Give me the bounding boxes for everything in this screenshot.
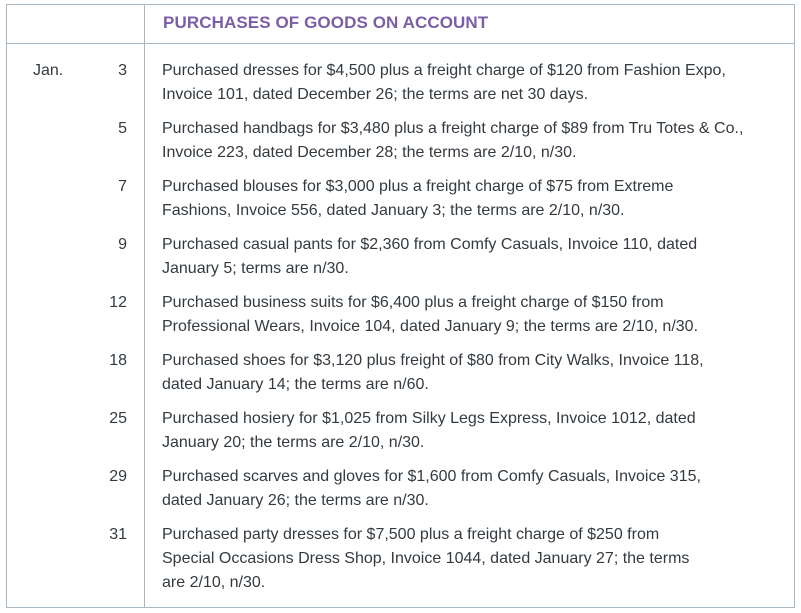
entry-description (162, 59, 782, 107)
entry-line: dated January 26; the terms are n/30. (162, 492, 429, 509)
day-label: 5 (118, 120, 127, 137)
entry-line: dated January 14; the terms are n/60. (162, 376, 429, 393)
entry-description (162, 407, 782, 455)
month-label: Jan. (33, 62, 64, 79)
day-label: 7 (118, 178, 127, 195)
column-divider (144, 5, 145, 607)
entry-line: Purchased dresses for $4,500 plus a freight charge of $120 from Fashion Expo, (162, 62, 726, 79)
entry-line: Purchased party dresses for $7,500 plus a freight charge of $250 from (162, 526, 660, 543)
entry-line: Purchased hosiery for $1,025 from Silky Legs Express, Invoice 1012, dated (162, 410, 696, 427)
day-label: 29 (109, 468, 127, 485)
entry-description (162, 523, 782, 595)
entry-line: Purchased scarves and gloves for $1,600 from Comfy Casuals, Invoice 315, (162, 468, 701, 485)
entry-line: Purchased shoes for $3,120 plus freight of $80 from City Walks, Invoice 118, (162, 352, 704, 369)
header-divider (7, 43, 794, 44)
day-label: 12 (109, 294, 127, 311)
entry-line: Fashions, Invoice 556, dated January 3; the terms are 2/10, n/30. (162, 202, 625, 219)
entry-line: January 5; terms are n/30. (162, 260, 349, 277)
entry-description (162, 233, 782, 281)
entry-line: Purchased business suits for $6,400 plus a freight charge of $150 from (162, 294, 664, 311)
entry-line: Purchased casual pants for $2,360 from Comfy Casuals, Invoice 110, dated (162, 236, 698, 253)
entry-line: are 2/10, n/30. (162, 574, 266, 591)
day-label: 31 (109, 526, 127, 543)
day-label: 18 (109, 352, 127, 369)
day-label: 25 (109, 410, 127, 427)
entry-line: Purchased handbags for $3,480 plus a freight charge of $89 from Tru Totes & Co., (162, 120, 744, 137)
entry-line: Special Occasions Dress Shop, Invoice 1044, dated January 27; the terms (162, 550, 690, 567)
entry-line: Purchased blouses for $3,000 plus a freight charge of $75 from Extreme (162, 178, 674, 195)
day-label: 9 (118, 236, 127, 253)
purchases-table (6, 4, 795, 608)
entry-description (162, 291, 782, 339)
entry-description (162, 465, 782, 513)
entry-line: Invoice 101, dated December 26; the terms are net 30 days. (162, 86, 589, 103)
entry-line: Invoice 223, dated December 28; the terms are 2/10, n/30. (162, 144, 577, 161)
entry-line: January 20; the terms are 2/10, n/30. (162, 434, 425, 451)
entry-description (162, 117, 782, 165)
entry-description (162, 349, 782, 397)
entry-description (162, 175, 782, 223)
table-title: PURCHASES OF GOODS ON ACCOUNT (163, 13, 489, 32)
entry-line: Professional Wears, Invoice 104, dated January 9; the terms are 2/10, n/30. (162, 318, 699, 335)
day-label: 3 (118, 62, 127, 79)
